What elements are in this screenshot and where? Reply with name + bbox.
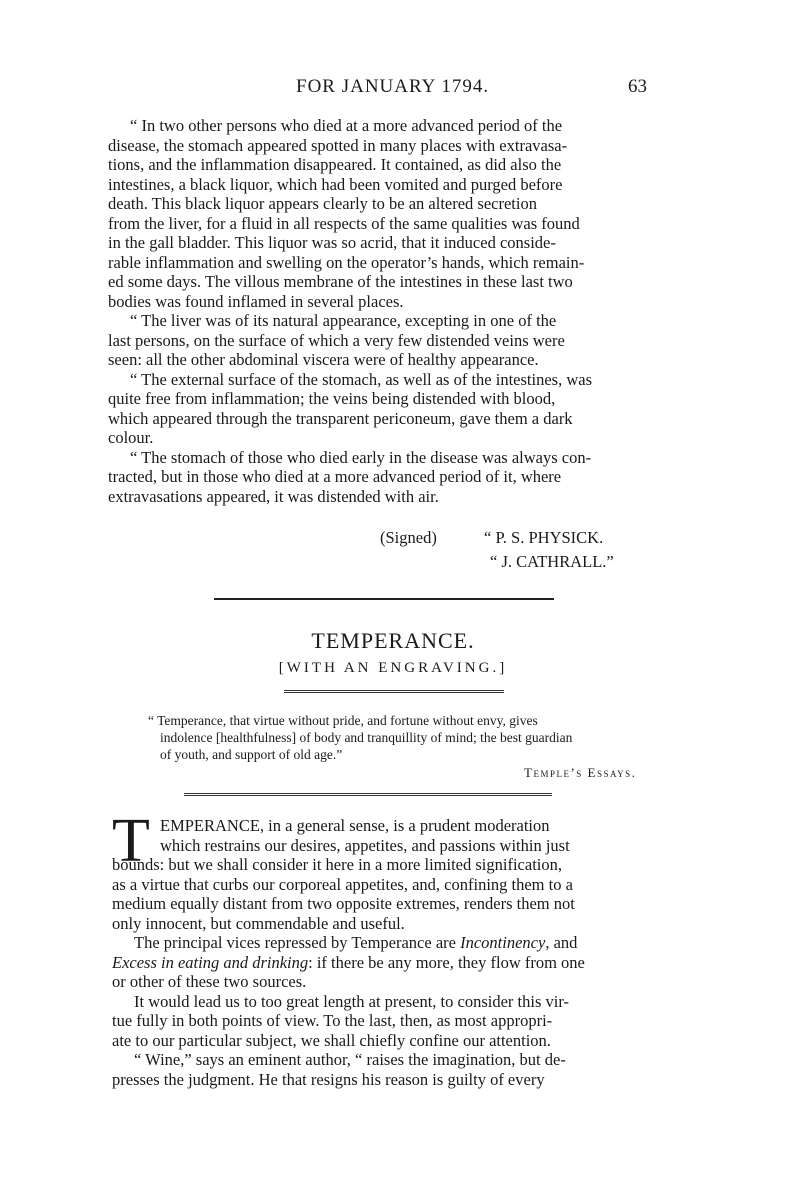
text-line: EMPERANCE, in a general sense, is a prudent moderation <box>160 816 550 835</box>
text-span: : if there be any more, they flow from one <box>308 952 585 972</box>
quote-line: which appeared through the transparent periconeum, gave them a dark <box>108 408 573 428</box>
quote-line: bodies was found inflamed in several places. <box>108 291 404 311</box>
text-line: tue fully in both points of view. To the last, then, as most appropri- <box>112 1011 553 1030</box>
quote-line: in the gall bladder. This liquor was so acrid, that it induced conside- <box>108 233 556 252</box>
signature-name-2: “ J. CATHRALL.” <box>490 552 614 571</box>
quote-line: “ The liver was of its natural appearance, excepting in one of the <box>130 311 557 330</box>
quote-line: disease, the stomach appeared spotted in many places with extravasa- <box>108 135 568 155</box>
text-line: It would lead us to too great length at present, to consider this vir- <box>134 991 569 1011</box>
running-head-title: FOR JANUARY 1794. <box>296 76 490 97</box>
quote-line: ed some days. The villous membrane of the intestines in these last two <box>108 272 573 291</box>
epigraph-line: indolence [healthfulness] of body and tranquillity of mind; the best guardian <box>160 730 573 745</box>
quote-line: tions, and the inflammation disappeared. It contained, as did also the <box>108 155 562 174</box>
title-rule <box>284 690 504 693</box>
section-title: TEMPERANCE. <box>311 628 475 653</box>
text-span: The principal vices repressed by Temperance are <box>134 933 461 952</box>
drop-cap: T <box>112 807 150 875</box>
quote-line: extravasations appeared, it was distended with air. <box>108 486 439 506</box>
text-line <box>112 953 668 973</box>
quote-line: “ In two other persons who died at a more advanced period of the <box>130 116 563 135</box>
quote-line: tracted, but in those who died at a more advanced period of it, where <box>108 467 562 486</box>
text-span: , and <box>545 933 578 952</box>
text-line: only innocent, but commendable and useful. <box>112 913 405 933</box>
text-line: as a virtue that curbs our corporeal appetites, and, confining them to a <box>112 874 573 894</box>
quote-line: seen: all the other abdominal viscera were of healthy appearance. <box>108 350 539 369</box>
epigraph-line: “ Temperance, that virtue without pride, and fortune without envy, gives <box>148 713 538 728</box>
italic-term: Excess in eating and drinking <box>112 952 309 972</box>
text-line: bounds: but we shall consider it here in a more limited signification, <box>112 855 562 874</box>
quote-line: last persons, on the surface of which a very few distended veins were <box>108 330 565 350</box>
text-line: ate to our particular subject, we shall chiefly confine our attention. <box>112 1030 551 1050</box>
running-head <box>0 76 786 106</box>
text-line: medium equally distant from two opposite extremes, renders them not <box>112 894 575 913</box>
section-divider <box>214 598 554 600</box>
quote-line: colour. <box>108 428 154 447</box>
text-line: or other of these two sources. <box>112 972 307 991</box>
epigraph-attribution: Temple’s Essays. <box>524 765 637 780</box>
text-line: presses the judgment. He that resigns his reason is guilty of every <box>112 1069 545 1089</box>
quote-line: death. This black liquor appears clearly to be an altered secretion <box>108 194 537 213</box>
text-line: which restrains our desires, appetites, and passions within just <box>160 835 570 855</box>
main-text <box>112 816 668 1089</box>
epigraph <box>148 712 668 763</box>
quote-line: rable inflammation and swelling on the operator’s hands, which remain- <box>108 252 585 272</box>
section-subtitle: [WITH AN ENGRAVING.] <box>278 660 508 676</box>
epigraph-line: of youth, and support of old age.” <box>160 747 343 762</box>
italic-term: Incontinency <box>460 933 546 952</box>
quoted-report <box>108 116 668 506</box>
page-number: 63 <box>628 76 647 97</box>
quote-line: intestines, a black liquor, which had been vomited and purged before <box>108 174 563 194</box>
text-line: “ Wine,” says an eminent author, “ raises the imagination, but de- <box>134 1050 566 1069</box>
signature-name-1: “ P. S. PHYSICK. <box>484 528 604 547</box>
quote-line: from the liver, for a fluid in all respects of the same qualities was found <box>108 213 580 233</box>
epigraph-rule <box>184 793 552 796</box>
quote-line: “ The external surface of the stomach, as well as of the intestines, was <box>130 369 592 389</box>
text-line <box>112 933 668 953</box>
signed-label: (Signed) <box>380 528 437 547</box>
quote-line: “ The stomach of those who died early in the disease was always con- <box>130 447 592 467</box>
quote-line: quite free from inflammation; the veins being distended with blood, <box>108 389 556 408</box>
